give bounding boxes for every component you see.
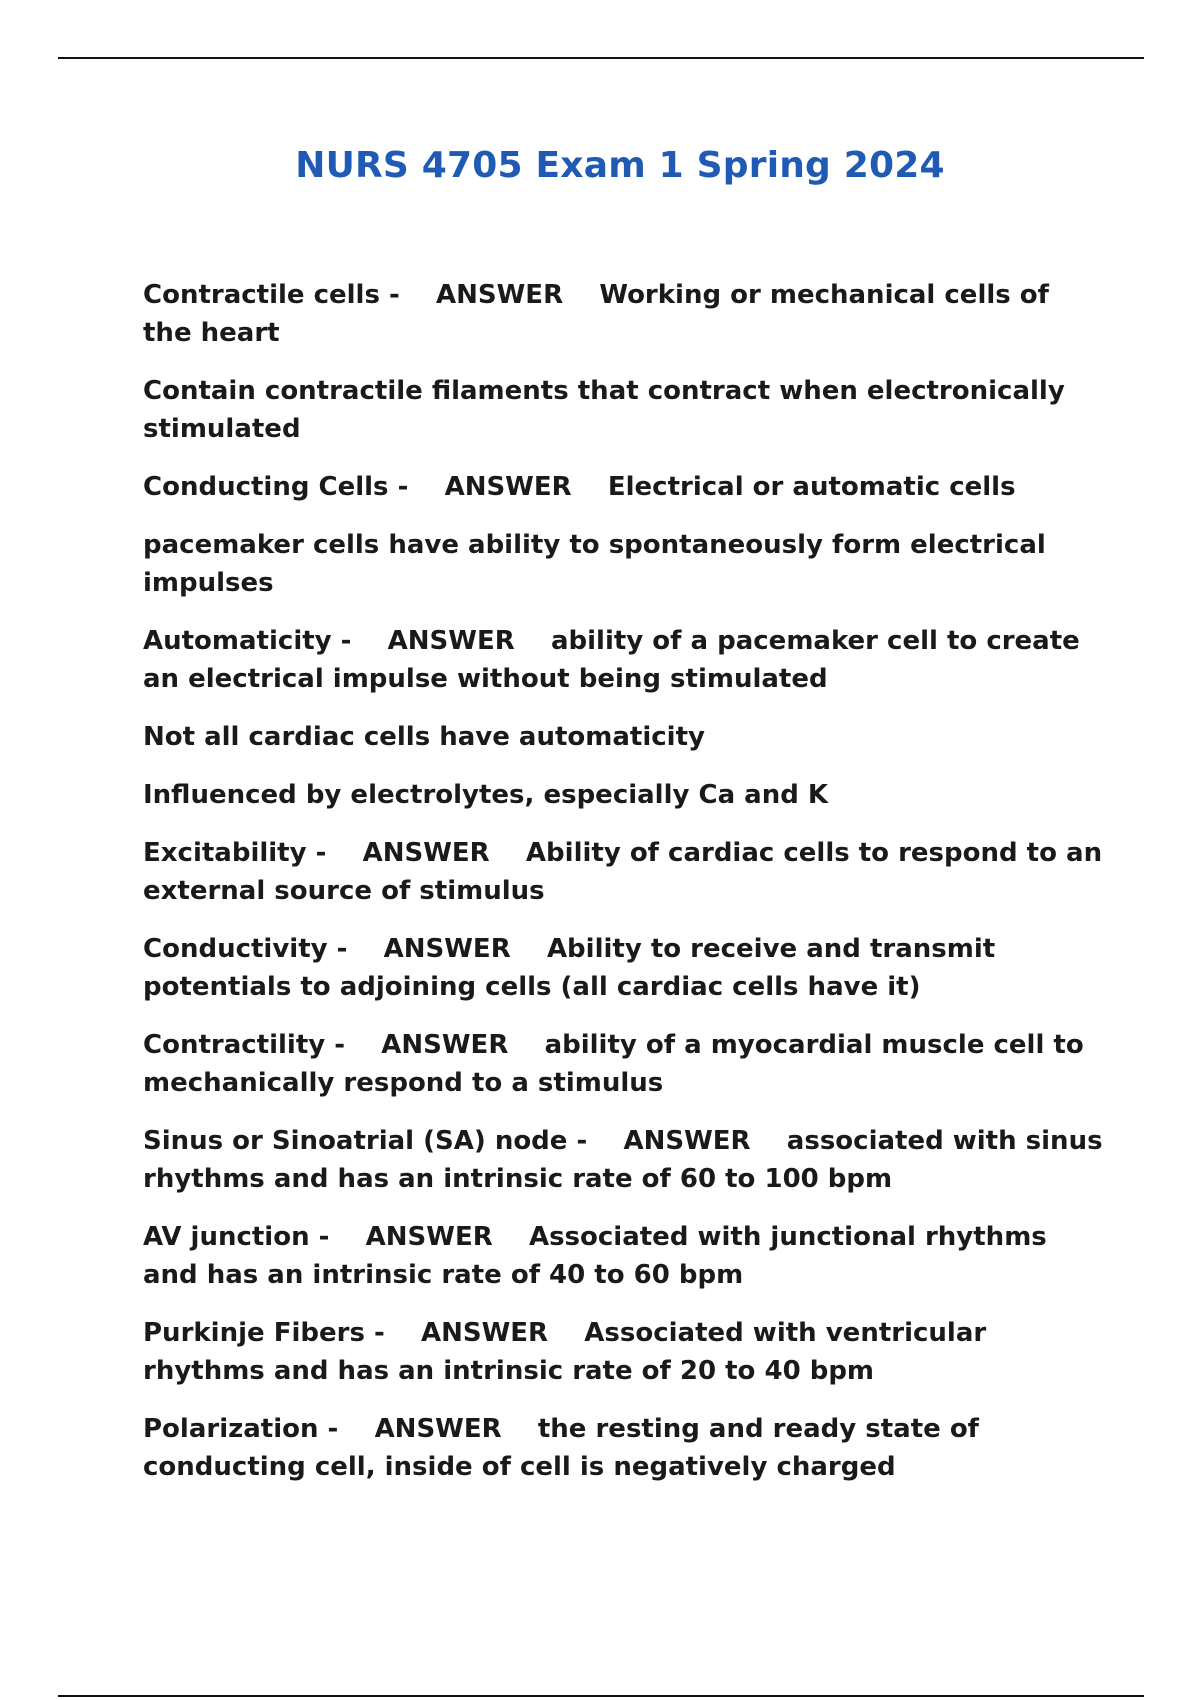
answer-label: ANSWER — [623, 1126, 751, 1156]
entry-excitability — [143, 834, 1103, 910]
answer-label: ANSWER — [436, 280, 564, 310]
entry-definition: Associated with junctional rhythms and has an intrinsic rate of 40 to 60 bpm — [143, 1222, 1047, 1290]
entry-term: Conducting Cells - — [143, 472, 409, 502]
entry-definition: Associated with ventricular rhythms and has an intrinsic rate of 20 to 40 bpm — [143, 1318, 987, 1386]
answer-label: ANSWER — [420, 1318, 549, 1348]
entry-definition: Ability of cardiac cells to respond to an external source of stimulus — [143, 838, 1103, 906]
entry-term: Purkinje Fibers - — [143, 1318, 385, 1348]
answer-label: ANSWER — [387, 626, 515, 656]
entry-definition: Ability to receive and transmit potentials to adjoining cells (all cardiac cells have it) — [143, 934, 996, 1002]
note-pacemaker-cells: pacemaker cells have ability to spontaneously form electrical impulses — [143, 530, 1046, 598]
entry-term: AV junction - — [143, 1222, 330, 1252]
entry-sa-node — [143, 1122, 1103, 1198]
entry-term: Polarization - — [143, 1414, 339, 1444]
entry-term: Contractile cells - — [143, 280, 400, 310]
entry-definition: ability of a myocardial muscle cell to mechanically respond to a stimulus — [143, 1030, 1084, 1098]
note-contractile-filaments: Contain contractile filaments that contract when electronically stimulated — [143, 376, 1065, 444]
entry-conducting-cells — [143, 468, 1103, 506]
entry-purkinje-fibers — [143, 1314, 1103, 1390]
entry-contractility — [143, 1026, 1103, 1102]
answer-label: ANSWER — [381, 1030, 509, 1060]
entry-term: Automaticity - — [143, 626, 352, 656]
entry-term: Contractility - — [143, 1030, 346, 1060]
answer-label: ANSWER — [444, 472, 572, 502]
note-electrolytes: Influenced by electrolytes, especially Ca and K — [143, 780, 829, 810]
entry-conductivity — [143, 930, 1103, 1006]
entry-definition: Working or mechanical cells of the heart — [143, 280, 1049, 348]
answer-label: ANSWER — [383, 934, 511, 964]
answer-label: ANSWER — [374, 1414, 502, 1444]
entry-definition: Electrical or automatic cells — [607, 472, 1016, 502]
entry-definition: associated with sinus rhythms and has an intrinsic rate of 60 to 100 bpm — [143, 1126, 1103, 1194]
note-not-all-cells: Not all cardiac cells have automaticity — [143, 722, 705, 752]
document-body — [143, 276, 1103, 1506]
entry-polarization — [143, 1410, 1103, 1486]
bottom-rule — [58, 1695, 1144, 1697]
entry-definition: the resting and ready state of conducting cell, inside of cell is negatively charged — [143, 1414, 979, 1482]
document-title: NURS 4705 Exam 1 Spring 2024 — [295, 145, 945, 186]
entry-term: Conductivity - — [143, 934, 348, 964]
entry-contractile-cells — [143, 276, 1103, 352]
entry-av-junction — [143, 1218, 1103, 1294]
entry-automaticity — [143, 622, 1103, 698]
top-rule — [58, 57, 1144, 59]
answer-label: ANSWER — [362, 838, 490, 868]
entry-definition: ability of a pacemaker cell to create an electrical impulse without being stimulated — [143, 626, 1080, 694]
entry-term: Sinus or Sinoatrial (SA) node - — [143, 1126, 588, 1156]
entry-term: Excitability - — [143, 838, 327, 868]
answer-label: ANSWER — [365, 1222, 493, 1252]
